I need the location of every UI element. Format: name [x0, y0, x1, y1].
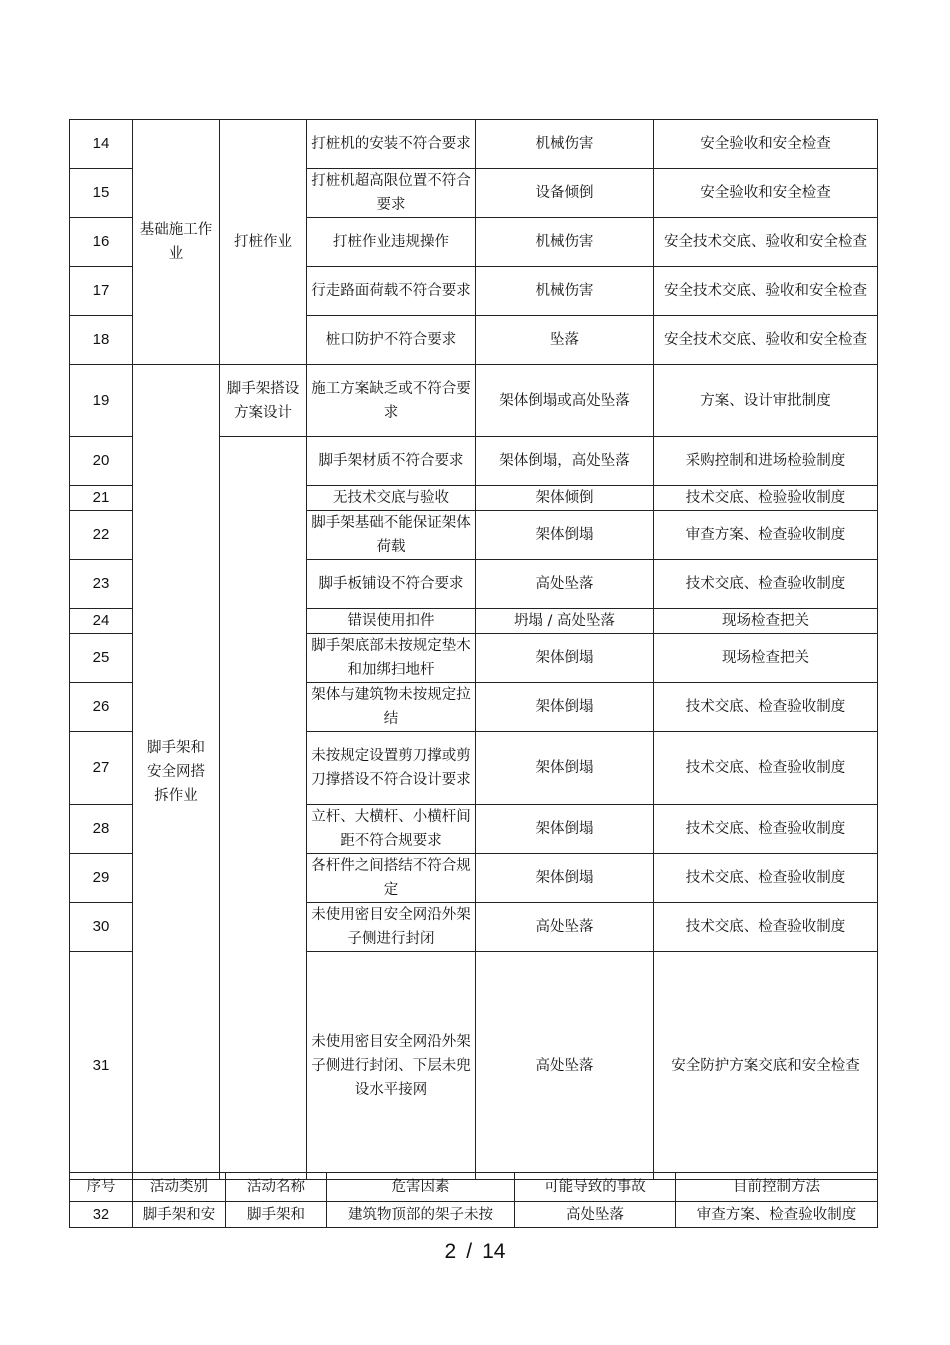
- control-method: 审查方案、检查验收制度: [676, 1202, 878, 1228]
- possible-accident: 坍塌 / 高处坠落: [476, 609, 654, 634]
- row-number: 20: [70, 437, 133, 486]
- hazard-factor: 桩口防护不符合要求: [307, 316, 476, 365]
- activity-name: 脚手架和: [226, 1202, 327, 1228]
- control-method: 采购控制和进场检验制度: [654, 437, 878, 486]
- hazard-factor: 施工方案缺乏或不符合要求: [307, 365, 476, 437]
- header-accident: 可能导致的事故: [515, 1173, 676, 1202]
- possible-accident: 设备倾倒: [476, 169, 654, 218]
- hazard-factor: 无技术交底与验收: [307, 486, 476, 511]
- control-method: 安全技术交底、验收和安全检查: [654, 267, 878, 316]
- activity-category: 脚手架和安: [133, 1202, 226, 1228]
- hazard-factor: 脚手架底部未按规定垫木和加绑扫地杆: [307, 634, 476, 683]
- row-number: 14: [70, 120, 133, 169]
- hazard-factor: 错误使用扣件: [307, 609, 476, 634]
- row-number: 27: [70, 732, 133, 805]
- control-method: 技术交底、检查验收制度: [654, 854, 878, 903]
- row-number: 24: [70, 609, 133, 634]
- hazard-factor: 打桩机的安装不符合要求: [307, 120, 476, 169]
- header-no: 序号: [70, 1173, 133, 1202]
- hazard-factor: 脚手架材质不符合要求: [307, 437, 476, 486]
- control-method: 安全技术交底、验收和安全检查: [654, 316, 878, 365]
- row-number: 15: [70, 169, 133, 218]
- possible-accident: 架体倒塌: [476, 683, 654, 732]
- hazard-factor: 脚手板铺设不符合要求: [307, 560, 476, 609]
- hazard-factor: 未使用密目安全网沿外架子侧进行封闭、下层未兜设水平接网: [307, 952, 476, 1180]
- header-activity: 活动名称: [226, 1173, 327, 1202]
- table-row: [70, 1202, 878, 1228]
- page-separator: /: [466, 1240, 473, 1263]
- hazard-factor: 脚手架基础不能保证架体荷载: [307, 511, 476, 560]
- current-page: 2: [444, 1240, 457, 1263]
- hazard-factor: 打桩作业违规操作: [307, 218, 476, 267]
- possible-accident: 架体倒塌: [476, 634, 654, 683]
- hazard-factor: 架体与建筑物未按规定拉结: [307, 683, 476, 732]
- row-number: 17: [70, 267, 133, 316]
- row-number: 21: [70, 486, 133, 511]
- control-method: 安全验收和安全检查: [654, 169, 878, 218]
- control-method: 技术交底、检查验收制度: [654, 683, 878, 732]
- row-number: 16: [70, 218, 133, 267]
- possible-accident: 架体倒塌或高处坠落: [476, 365, 654, 437]
- hazard-factor: 立杆、大横杆、小横杆间距不符合规要求: [307, 805, 476, 854]
- hazard-factor: 建筑物顶部的架子未按: [327, 1202, 515, 1228]
- possible-accident: 高处坠落: [476, 560, 654, 609]
- header-category: 活动类别: [133, 1173, 226, 1202]
- possible-accident: 机械伤害: [476, 120, 654, 169]
- control-method: 技术交底、检查验收制度: [654, 732, 878, 805]
- control-method: 技术交底、检查验收制度: [654, 805, 878, 854]
- page-number: [0, 1240, 950, 1264]
- possible-accident: 高处坠落: [476, 903, 654, 952]
- row-number: 28: [70, 805, 133, 854]
- row-number: 18: [70, 316, 133, 365]
- control-method: 现场检查把关: [654, 634, 878, 683]
- control-method: 技术交底、检查验收制度: [654, 560, 878, 609]
- possible-accident: 坠落: [476, 316, 654, 365]
- control-method: 技术交底、检查验收制度: [654, 903, 878, 952]
- header-control: 目前控制方法: [676, 1173, 878, 1202]
- possible-accident: 机械伤害: [476, 267, 654, 316]
- activity-name: 脚手架搭设方案设计: [220, 365, 307, 437]
- possible-accident: 架体倒塌: [476, 511, 654, 560]
- row-number: 31: [70, 952, 133, 1180]
- possible-accident: 架体倒塌: [476, 854, 654, 903]
- row-number: 23: [70, 560, 133, 609]
- hazard-factor: 未按规定设置剪刀撑或剪刀撑搭设不符合设计要求: [307, 732, 476, 805]
- header-row: [70, 1173, 878, 1202]
- hazard-factor: 打桩机超高限位置不符合要求: [307, 169, 476, 218]
- row-number: 29: [70, 854, 133, 903]
- hazard-table: [69, 119, 878, 1180]
- activity-name-empty: [220, 437, 307, 1180]
- row-number: 25: [70, 634, 133, 683]
- table-row: [70, 365, 878, 437]
- table-row: [70, 120, 878, 169]
- control-method: 安全验收和安全检查: [654, 120, 878, 169]
- row-number: 19: [70, 365, 133, 437]
- row-number: 22: [70, 511, 133, 560]
- continued-table: [69, 1172, 878, 1228]
- control-method: 审查方案、检查验收制度: [654, 511, 878, 560]
- possible-accident: 高处坠落: [476, 952, 654, 1180]
- control-method: 方案、设计审批制度: [654, 365, 878, 437]
- possible-accident: 架体倒塌，高处坠落: [476, 437, 654, 486]
- possible-accident: 架体倾倒: [476, 486, 654, 511]
- possible-accident: 架体倒塌: [476, 805, 654, 854]
- row-number: 30: [70, 903, 133, 952]
- total-pages: 14: [482, 1240, 506, 1263]
- possible-accident: 机械伤害: [476, 218, 654, 267]
- hazard-factor: 各杆件之间搭结不符合规定: [307, 854, 476, 903]
- header-hazard: 危害因素: [327, 1173, 515, 1202]
- activity-category: 脚手架和安全网搭拆作业: [133, 365, 220, 1180]
- control-method: 安全防护方案交底和安全检查: [654, 952, 878, 1180]
- row-number: 26: [70, 683, 133, 732]
- possible-accident: 架体倒塌: [476, 732, 654, 805]
- control-method: 技术交底、检验验收制度: [654, 486, 878, 511]
- activity-category: 基础施工作业: [133, 120, 220, 365]
- activity-name: 打桩作业: [220, 120, 307, 365]
- hazard-factor: 未使用密目安全网沿外架子侧进行封闭: [307, 903, 476, 952]
- row-number: 32: [70, 1202, 133, 1228]
- control-method: 现场检查把关: [654, 609, 878, 634]
- control-method: 安全技术交底、验收和安全检查: [654, 218, 878, 267]
- possible-accident: 高处坠落: [515, 1202, 676, 1228]
- hazard-factor: 行走路面荷载不符合要求: [307, 267, 476, 316]
